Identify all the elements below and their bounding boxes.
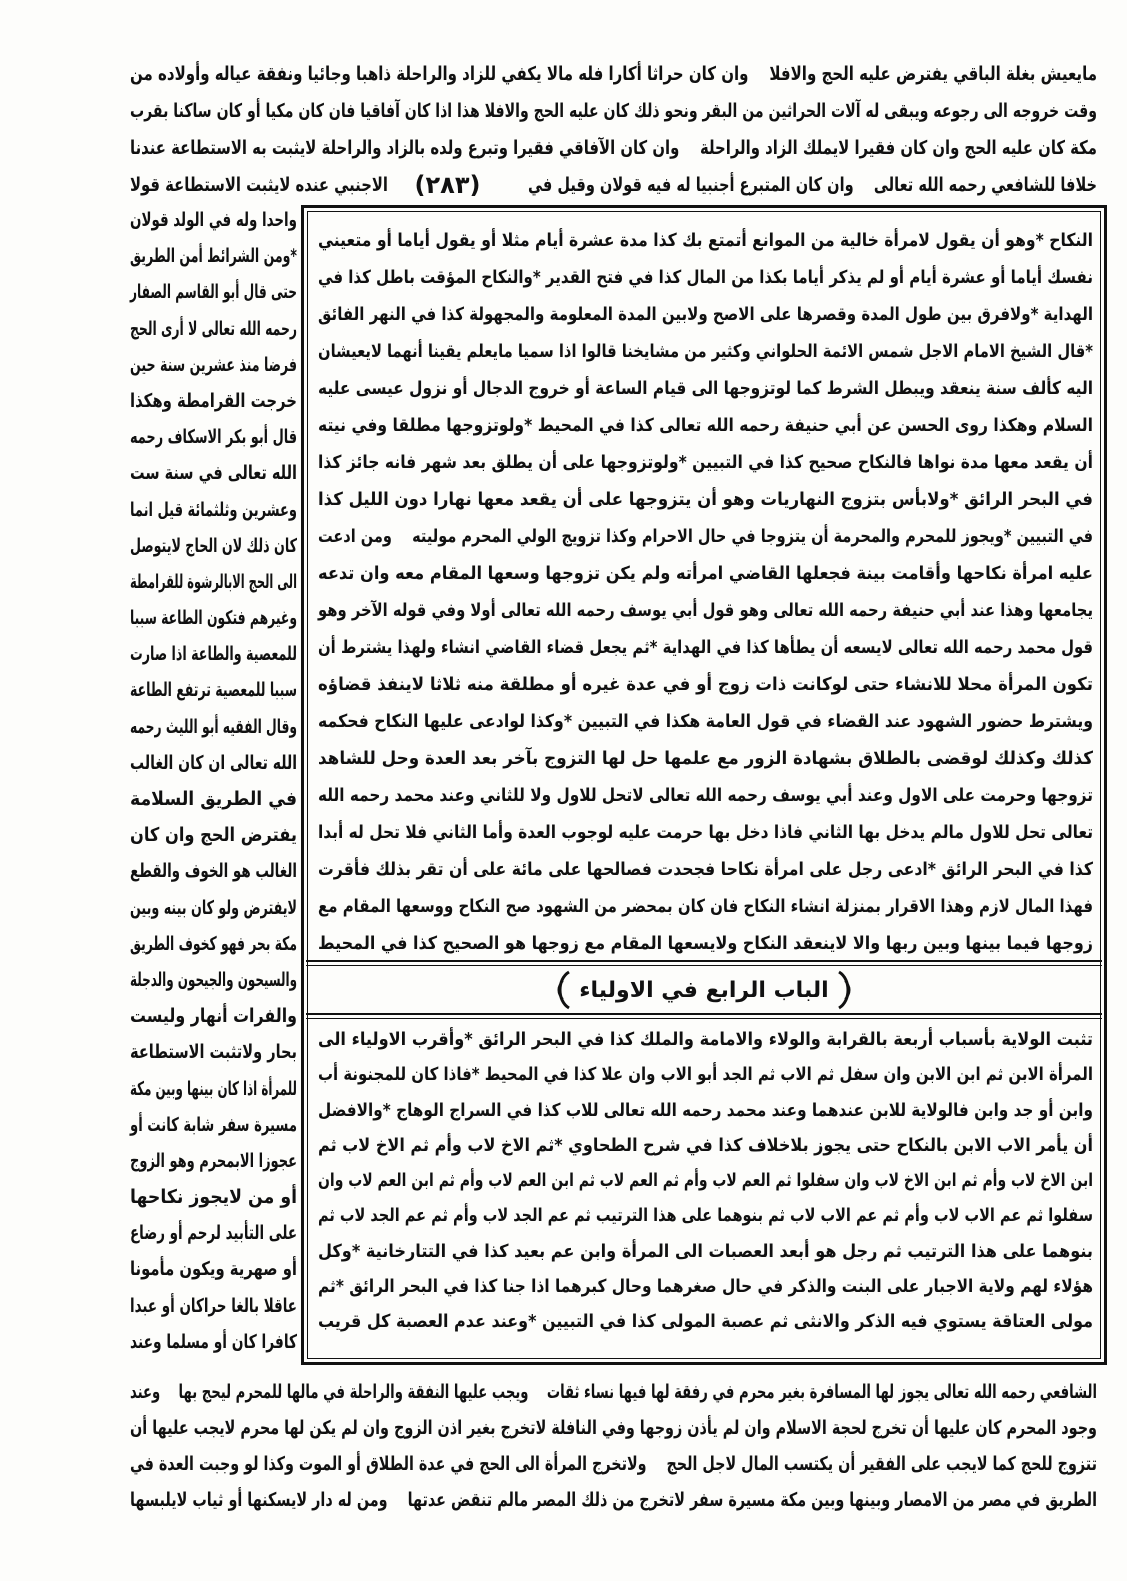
chapter-title: الباب الرابع في الاولياء xyxy=(579,977,829,1003)
main-text-line: مولى العتاقة يستوي فيه الذكر والانثى ثم عصبة المولى كذا في التبيين *وعند عدم العصبة كل قريب xyxy=(317,1311,1093,1332)
side-margin-line: مسيرة سفر شابة كانت أو xyxy=(130,1113,297,1136)
main-text-line: سفلوا ثم عم الاب لاب وأم ثم عم الاب لاب ثم بنوهما على هذا الترتيب ثم عم الجد لاب وأم ثم عم الجد لاب ثم xyxy=(317,1205,1093,1227)
main-text-block-2 xyxy=(318,1022,1093,1339)
main-text-line: ابن الاخ لاب وأم ثم ابن الاخ لاب وان سفلوا ثم العم لاب وأم ثم العم لاب ثم ابن العم لاب وأم ثم ابن العم لاب وان xyxy=(318,1170,1093,1191)
side-margin-line: عاقلا بالغا حراكان أو عبدا xyxy=(130,1294,297,1317)
main-text-line: يجامعها وهذا عند أبي حنيفة رحمه الله تعالى وهو قول أبي يوسف رحمه الله تعالى أولا وفي قوله الآخر وهو xyxy=(318,600,1093,621)
main-text-line: أن يأمر الاب الابن بالنكاح حتى يجوز بلاخلاف كذا في شرح الطحاوي *ثم الاخ لاب وأم ثم الاخ لاب ثم xyxy=(318,1134,1093,1156)
side-margin-line: على التأبيد لرحم أو رضاع xyxy=(130,1222,297,1245)
side-margin-line: خرجت القرامطة وهكذا xyxy=(130,389,297,412)
side-margin-commentary xyxy=(130,202,297,1360)
top-margin-commentary xyxy=(130,56,1097,167)
main-text-line: زوجها فيما بينها وبين ربها والا لاينعقد النكاح ولايسعها المقام مع زوجها هو الصحيح كذا في المحيط xyxy=(317,933,1093,954)
heading-rule-top xyxy=(306,960,1102,966)
main-text-block-1 xyxy=(318,222,1093,962)
side-margin-line: والفرات أنهار وليست xyxy=(130,1005,297,1028)
side-margin-line: فرضا منذ عشرين سنة حين xyxy=(130,353,297,376)
bottom-margin-line: الطريق في مصر من الامصار وبينها وبين مكة مسيرة سفر لاتخرج من ذلك المصر مالم تنقض عدتها ومن له دار لايسكنها أو ثياب لايلبسها xyxy=(129,1489,1097,1511)
main-text-line: وابن أو جد وابن فالولاية للابن عندهما وعند محمد رحمه الله تعالى للاب كذا في السراج الوهاج *والافضل xyxy=(318,1099,1093,1121)
side-margin-line: الى الحج الابالرشوة للقرامطة xyxy=(130,570,297,593)
main-text-line: فهذا المال لازم وهذا الاقرار بمنزلة انشاء النكاح فان كان بمحضر من الشهود صح النكاح ووسعها المقام مع xyxy=(317,896,1093,917)
side-margin-line: واحدا وله في الولد قولان xyxy=(130,209,297,231)
side-margin-line: الله تعالى ان كان الغالب xyxy=(130,751,297,774)
main-text-line: ويشترط حضور الشهود عند القضاء في قول العامة هكذا في التبيين *وكذا لوادعى عليها النكاح فحكمه xyxy=(318,711,1093,732)
main-text-line: السلام وهكذا روى الحسن عن أبي حنيفة رحمه الله تعالى كذا في المحيط *ولوتزوجها مطلقا وفي نيته xyxy=(318,415,1093,436)
side-margin-line: الغالب هو الخوف والقطع xyxy=(130,860,297,883)
ornate-bracket-right-icon xyxy=(835,969,859,1011)
side-margin-line: في الطريق السلامة xyxy=(130,788,297,810)
main-text-line: الهداية *ولافرق بين طول المدة وقصرها على الاصح ولابين المدة المعلومة والمجهولة كذا في النهر الفائق xyxy=(318,304,1094,325)
top-margin-line4-left xyxy=(130,167,388,204)
side-margin-line: للمرأة اذا كان بينها وبين مكة xyxy=(130,1077,297,1100)
page-number: (٢٨٣) xyxy=(414,171,481,199)
main-text-line: في البحر الرائق *ولابأس بتزوج النهاريات وهو أن يتزوجها على أن يقعد معها نهارا دون الليل كذا xyxy=(318,489,1093,510)
side-margin-line: كافرا كان أو مسلما وعند xyxy=(130,1330,297,1353)
bottom-margin-line: تتزوج للحج كما لايجب على الفقير أن يكتسب المال لاجل الحج ولاتخرج المرأة الى الحج في عدة الطلاق أو الموت وكذا لو وجبت العدة في xyxy=(130,1453,1097,1475)
section-heading xyxy=(306,968,1102,1012)
main-text-line: تعالى تحل للاول مالم يدخل بها الثاني فاذا دخل بها حرمت عليه لوجوب العدة وأما الثاني فلا تحل له أبدا xyxy=(318,822,1094,843)
side-margin-line: مكة بحر فهو كخوف الطريق xyxy=(130,932,297,955)
side-margin-line: وغيرهم فتكون الطاعة سببا xyxy=(130,607,297,630)
side-margin-line: سببا للمعصية ترتفع الطاعة xyxy=(130,679,297,702)
main-text-line: تثبت الولاية بأسباب أربعة بالقرابة والولاء والامامة والملك كذا في البحر الرائق *وأقرب الاولياء الى xyxy=(317,1029,1093,1050)
side-margin-line: لايفترض ولو كان بينه وبين xyxy=(130,896,297,919)
main-text-line: في التبيين *ويجوز للمحرم والمحرمة أن يتزوجا في حال الاحرام وكذا تزويج الولي المحرم موليته ومن ادعت xyxy=(317,526,1093,547)
side-margin-line: الله تعالى في سنة ست xyxy=(130,462,297,485)
main-text-line: تكون المرأة محلا للانشاء حتى لوكانت ذات زوج أو في عدة غيره أو مطلقة منه ثلاثا لاينفذ قضاؤه xyxy=(318,674,1093,695)
heading-rule-bottom xyxy=(306,1013,1102,1019)
top-margin-line: خلافا للشافعي رحمه الله تعالى وان كان المتبرع أجنبيا له فيه قولان وقيل في xyxy=(528,174,1097,196)
side-margin-line: أو صهرية ويكون مأمونا xyxy=(130,1258,297,1281)
top-margin-line: الاجنبي عنده لايثبت الاستطاعة قولا xyxy=(130,174,389,196)
main-text-line: عليه امرأة نكاحها وأقامت بينة فجعلها القاضي امرأته ولم يكن تزوجها وسعها المقام معه وان تدعه xyxy=(318,563,1094,584)
main-text-line: النكاح *وهو أن يقول لامرأة خالية من الموانع أتمتع بك كذا مدة عشرة أيام مثلا أو يقول أياما أو متعيني xyxy=(318,230,1093,251)
ornate-bracket-left-icon xyxy=(549,969,573,1011)
main-text-line: قول محمد رحمه الله تعالى لايسعه أن يطأها كذا في الهداية *ثم يجعل قضاء القاضي انشاء ولهذا يشترط أن xyxy=(318,637,1093,658)
side-margin-line: والسيحون والجيحون والدجلة xyxy=(130,968,297,991)
side-margin-line: وعشرين وثلثمائة قيل انما xyxy=(130,498,297,521)
main-text-line: المرأة الابن ثم ابن الابن وان سفل ثم الاب ثم الجد أبو الاب وان علا كذا في المحيط *فاذا كان للمجنونة أب xyxy=(318,1064,1093,1086)
bottom-margin-commentary xyxy=(130,1374,1097,1518)
side-margin-line: قال أبو بكر الاسكاف رحمه xyxy=(130,426,297,449)
top-margin-line4-right xyxy=(528,167,1097,204)
main-text-line: نفسك أياما أو عشرة أيام أو لم يذكر أياما بكذا من المال كذا في فتح القدير *والنكاح المؤقت باطل كذا في xyxy=(318,267,1093,288)
side-margin-line: يفترض الحج وان كان xyxy=(130,824,297,847)
main-text-line: *قال الشيخ الامام الاجل شمس الائمة الحلواني وكثير من مشايخنا قالوا اذا سميا مايعلم يقينا أنهما لايعيشان xyxy=(318,341,1093,362)
main-text-line: كذا في البحر الرائق *ادعى رجل على امرأة نكاحا فجحدت فصالحها على مائة على أن تقر بذلك فأقرت xyxy=(317,859,1093,880)
side-margin-line: عجوزا الابمحرم وهو الزوج xyxy=(130,1149,297,1172)
main-text-line: بنوهما على هذا الترتيب ثم رجل هو أبعد العصبات الى المرأة وابن عم بعيد كذا في التتارخانية *وكل xyxy=(317,1240,1093,1262)
main-text-line: كذلك وكذلك لوقضى بالطلاق بشهادة الزور مع علمها حل لها التزوج بآخر بعد العدة وحل للشاهد xyxy=(318,748,1093,769)
side-margin-line: بحار ولاتثبت الاستطاعة xyxy=(130,1041,297,1064)
top-margin-line: وقت خروجه الى رجوعه ويبقى له آلات الحراثين من البقر ونحو ذلك كان عليه الحج والافلا هذا اذا كان آفاقيا فان كان مكيا أو كان ساكنا بقرب xyxy=(129,100,1097,122)
side-margin-line: أو من لايجوز نكاحها xyxy=(130,1186,297,1209)
side-margin-line: للمعصية والطاعة اذا صارت xyxy=(130,643,297,666)
main-text-line: أن يقعد معها مدة نواها فالنكاح صحيح كذا في التبيين *ولوتزوجها على أن يطلق بعد شهر فانه جائز كذا xyxy=(318,452,1094,473)
side-margin-line: رحمه الله تعالى لا أرى الحج xyxy=(130,317,297,340)
main-text-line: اليه كألف سنة ينعقد ويبطل الشرط كما لوتزوجها الى قيام الساعة أو خروج الدجال أو نزول عيسى عليه xyxy=(318,378,1093,399)
side-margin-line: *ومن الشرائط أمن الطريق xyxy=(130,245,297,268)
top-margin-line: مكة كان عليه الحج وان كان فقيرا لايملك الزاد والراحلة وان كان الآفاقي فقيرا وتبرع ولده بالزاد والراحلة لايثبت به الاستطاعة عندنا xyxy=(130,137,1098,159)
top-margin-line: مايعيش بغلة الباقي يفترض عليه الحج والافلا وان كان حراثا أكارا فله مالا يكفي للزاد والراحلة ذاهبا وجائيا ونفقة عياله وأولاده من xyxy=(130,63,1097,85)
side-margin-line: وقال الفقيه أبو الليث رحمه xyxy=(130,715,297,738)
main-text-line: هؤلاء لهم ولاية الاجبار على البنت والذكر في حال صغرهما وحال كبرهما اذا جنا كذا في البحر الرائق *ثم xyxy=(318,1275,1093,1297)
bottom-margin-line: وجود المحرم كان عليها أن تخرج لحجة الاسلام وان لم يأذن زوجها وفي النافلة لاتخرج بغير اذن الزوج وان لم يكن لها محرم لايجب عليها أن xyxy=(129,1417,1097,1439)
bottom-margin-line: الشافعي رحمه الله تعالى يجوز لها المسافرة بغير محرم في رفقة لها فيها نساء ثقات ويجب عليها النفقة والراحلة في مالها للمحرم ليحج بها وعند xyxy=(130,1381,1097,1403)
main-text-line: تزوجها وحرمت على الاول وعند أبي يوسف رحمه الله تعالى لاتحل للاول ولا للثاني وعند محمد رحمه الله xyxy=(317,785,1093,806)
side-margin-line: حتى قال أبو القاسم الصفار xyxy=(130,281,297,304)
side-margin-line: كان ذلك لان الحاج لايتوصل xyxy=(130,534,297,557)
